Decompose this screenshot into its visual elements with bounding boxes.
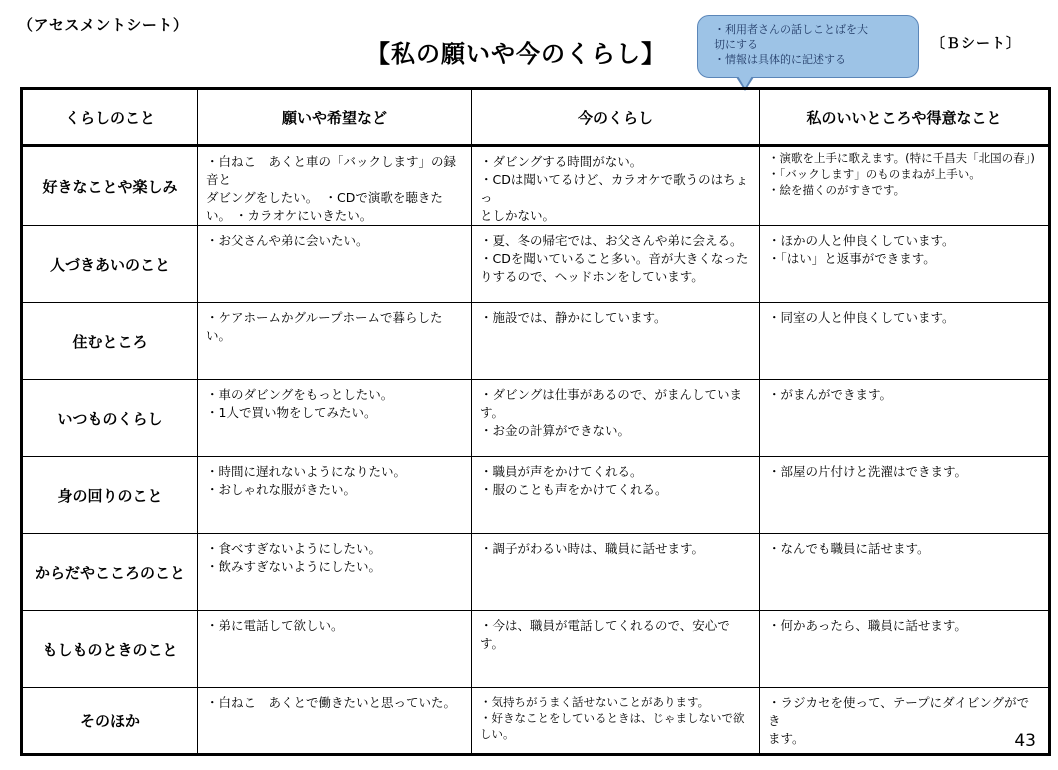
strengths-cell xyxy=(760,688,1050,755)
cell-line: ・ダビングする時間がない。 xyxy=(480,154,643,169)
table-row xyxy=(22,226,1050,303)
table-row xyxy=(22,303,1050,380)
table-row xyxy=(22,611,1050,688)
row-category: 住むところ xyxy=(22,303,198,380)
cell-line: ・車のダビングをもっとしたい。 xyxy=(206,387,394,402)
cell-line: ・CDは聞いてるけど、カラオケで歌うのはちょっ xyxy=(480,172,749,205)
cell-line: ・今は、職員が電話してくれるので、安心です。 xyxy=(480,618,730,651)
sheet-label: （アセスメントシート） xyxy=(18,16,189,34)
cell-line: ・夏、冬の帰宅では、お父さんや弟に会える。 xyxy=(480,233,743,248)
note-callout xyxy=(697,15,919,78)
strengths-cell xyxy=(760,534,1050,611)
cell-line: ・服のことも声をかけてくれる。 xyxy=(480,482,668,497)
row-category: いつものくらし xyxy=(22,380,198,457)
cell-line: ・演歌を上手に歌えます。(特に千昌夫「北国の春」) xyxy=(768,151,1035,165)
cell-line: ・弟に電話して欲しい。 xyxy=(206,618,344,633)
current-cell xyxy=(472,611,760,688)
strengths-cell xyxy=(760,303,1050,380)
cell-line: ・1人で買い物をしてみたい。 xyxy=(206,405,377,420)
cell-line: ・ほかの人と仲良くしています。 xyxy=(768,233,955,248)
cell-line: ・お金の計算ができない。 xyxy=(480,423,631,438)
current-cell xyxy=(472,380,760,457)
row-category: 好きなことや楽しみ xyxy=(22,146,198,226)
assessment-table xyxy=(20,87,1051,756)
cell-line: ダビングをしたい。 ・CDで演歌を聴きた xyxy=(206,190,443,205)
cell-line: ・がまんができます。 xyxy=(768,387,893,402)
cell-line: ・白ねこ あくとで働きたいと思っていた。 xyxy=(206,695,457,710)
cell-line: ・「バックします」のものまねが上手い。 xyxy=(768,167,981,181)
strengths-cell xyxy=(760,226,1050,303)
page-title: 【私の願いや今のくらし】 xyxy=(366,40,666,68)
cell-line: ・同室の人と仲良くしています。 xyxy=(768,310,955,325)
strengths-cell xyxy=(760,457,1050,534)
cell-line: りするので、ヘッドホンをしています。 xyxy=(480,269,704,284)
strengths-cell xyxy=(760,611,1050,688)
cell-line: としかない。 xyxy=(480,208,556,223)
cell-line: す。 xyxy=(480,405,505,420)
wishes-cell xyxy=(198,303,472,380)
row-category: からだやこころのこと xyxy=(22,534,198,611)
strengths-cell xyxy=(760,380,1050,457)
wishes-cell xyxy=(198,688,472,755)
wishes-cell xyxy=(198,611,472,688)
cell-line: ・飲みすぎないようにしたい。 xyxy=(206,559,382,574)
wishes-cell xyxy=(198,457,472,534)
page-number: 43 xyxy=(1014,731,1036,751)
wishes-cell xyxy=(198,534,472,611)
note-line: ・情報は具体的に記述する xyxy=(714,53,846,66)
row-category: そのほか xyxy=(22,688,198,755)
strengths-cell xyxy=(760,146,1050,226)
cell-line: ・気持ちがうまく話せないことがあります。 xyxy=(480,695,710,709)
column-header-wishes: 願いや希望など xyxy=(198,89,472,146)
cell-line: ・調子がわるい時は、職員に話せます。 xyxy=(480,541,705,556)
wishes-cell xyxy=(198,226,472,303)
cell-line: ・お父さんや弟に会いたい。 xyxy=(206,233,369,248)
cell-line: ・部屋の片付けと洗濯はできます。 xyxy=(768,464,968,479)
cell-line: ・ダビングは仕事があるので、がまんしていま xyxy=(480,387,743,402)
table-header-row xyxy=(22,89,1050,146)
column-header-category: くらしのこと xyxy=(22,89,198,146)
sheet-code: 〔Ｂシート〕 xyxy=(931,36,1021,52)
column-header-current: 今のくらし xyxy=(472,89,760,146)
table-row xyxy=(22,534,1050,611)
cell-line: ・CDを聞いていること多い。音が大きくなった xyxy=(480,251,749,266)
table-row xyxy=(22,146,1050,226)
current-cell xyxy=(472,688,760,755)
wishes-cell xyxy=(198,146,472,226)
row-category: 人づきあいのこと xyxy=(22,226,198,303)
current-cell xyxy=(472,534,760,611)
cell-line: ・時間に遅れないようになりたい。 xyxy=(206,464,407,479)
row-category: もしものときのこと xyxy=(22,611,198,688)
cell-line: ます。 xyxy=(768,731,805,746)
table-row xyxy=(22,380,1050,457)
cell-line: ・おしゃれな服がきたい。 xyxy=(206,482,357,497)
current-cell xyxy=(472,226,760,303)
table-row xyxy=(22,688,1050,755)
table-row xyxy=(22,457,1050,534)
cell-line: ・食べすぎないようにしたい。 xyxy=(206,541,382,556)
wishes-cell xyxy=(198,380,472,457)
cell-line: ・ケアホームかグループホームで暮らしたい。 xyxy=(206,310,443,343)
cell-line: ・ラジカセを使って、テープにダイビングができ xyxy=(768,695,1030,728)
cell-line: ・白ねこ あくと車の「バックします」の録音と xyxy=(206,154,457,187)
cell-line: い。 ・カラオケにいきたい。 xyxy=(206,208,373,223)
row-category: 身の回りのこと xyxy=(22,457,198,534)
cell-line: ・絵を描くのがすきです。 xyxy=(768,183,906,197)
current-cell xyxy=(472,303,760,380)
cell-line: ・職員が声をかけてくれる。 xyxy=(480,464,643,479)
note-line: ・利用者さんの話しことばを大 xyxy=(714,23,868,36)
cell-line: ・好きなことをしているときは、じゃましないで欲しい。 xyxy=(480,711,745,741)
current-cell xyxy=(472,457,760,534)
column-header-strengths: 私のいいところや得意なこと xyxy=(760,89,1050,146)
note-line: 切にする xyxy=(714,38,758,51)
cell-line: ・何かあったら、職員に話せます。 xyxy=(768,618,967,633)
cell-line: ・なんでも職員に話せます。 xyxy=(768,541,930,556)
cell-line: ・「はい」と返事ができます。 xyxy=(768,251,936,266)
cell-line: ・施設では、静かにしています。 xyxy=(480,310,667,325)
current-cell xyxy=(472,146,760,226)
